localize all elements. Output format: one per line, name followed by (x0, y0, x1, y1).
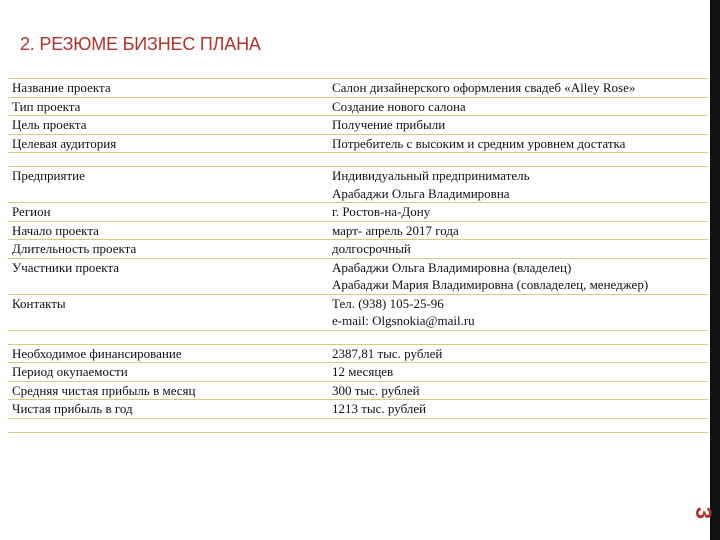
row-value: Салон дизайнерского оформления свадеб «Alley Rose» (328, 79, 708, 98)
table-row-required-funding (8, 344, 708, 363)
table-row-participants (8, 258, 708, 294)
row-label: Регион (8, 203, 328, 222)
table-row-payback-period (8, 363, 708, 382)
row-label: Средняя чистая прибыль в месяц (8, 381, 328, 400)
table-row-project-goal (8, 116, 708, 135)
table-row-project-name (8, 79, 708, 98)
summary-table (8, 78, 708, 433)
table-row-annual-profit (8, 400, 708, 419)
row-value: 1213 тыс. рублей (328, 400, 708, 419)
row-value (328, 294, 708, 330)
row-value (328, 258, 708, 294)
table-row-project-type (8, 97, 708, 116)
table-row-project-start (8, 221, 708, 240)
row-value-line: Арабаджи Мария Владимировна (совладелец, менеджер) (332, 277, 649, 292)
row-label: Чистая прибыль в год (8, 400, 328, 419)
row-value: март- апрель 2017 года (328, 221, 708, 240)
row-value-line: Арабаджи Ольга Владимировна (владелец) (332, 259, 572, 275)
row-value: г. Ростов-на-Дону (328, 203, 708, 222)
row-value: долгосрочный (328, 240, 708, 259)
row-label: Целевая аудитория (8, 134, 328, 153)
table-row-monthly-profit (8, 381, 708, 400)
row-label: Начало проекта (8, 221, 328, 240)
row-value: 2387,81 тыс. рублей (328, 344, 708, 363)
page-number: 3 (691, 506, 716, 520)
row-value: 12 месяцев (328, 363, 708, 382)
table-spacer-row (8, 153, 708, 167)
table-row-region (8, 203, 708, 222)
row-label: Предприятие (8, 167, 328, 203)
row-label: Длительность проекта (8, 240, 328, 259)
row-label: Цель проекта (8, 116, 328, 135)
row-label: Необходимое финансирование (8, 344, 328, 363)
row-label: Контакты (8, 294, 328, 330)
row-value-line: Арабаджи Ольга Владимировна (332, 185, 510, 201)
row-value: Получение прибыли (328, 116, 708, 135)
row-value (328, 167, 708, 203)
table-row-enterprise (8, 167, 708, 203)
table-row-contacts (8, 294, 708, 330)
row-label: Период окупаемости (8, 363, 328, 382)
row-value: 300 тыс. рублей (328, 381, 708, 400)
slide-title: 2. РЕЗЮМЕ БИЗНЕС ПЛАНА (20, 34, 261, 54)
table-row-target-audience (8, 134, 708, 153)
row-value: Создание нового салона (328, 97, 708, 116)
row-value-line: Индивидуальный предприниматель (332, 168, 530, 183)
table-row-project-duration (8, 240, 708, 259)
row-label: Участники проекта (8, 258, 328, 294)
row-value-line: Тел. (938) 105-25-96 (332, 295, 444, 311)
row-label: Название проекта (8, 79, 328, 98)
table-spacer-row (8, 418, 708, 432)
row-value: Потребитель с высоким и средним уровнем достатка (328, 134, 708, 153)
row-label: Тип проекта (8, 97, 328, 116)
side-bar (710, 0, 720, 540)
table-spacer-row (8, 330, 708, 344)
row-value-line: e-mail: Olgsnokia@mail.ru (332, 313, 475, 328)
